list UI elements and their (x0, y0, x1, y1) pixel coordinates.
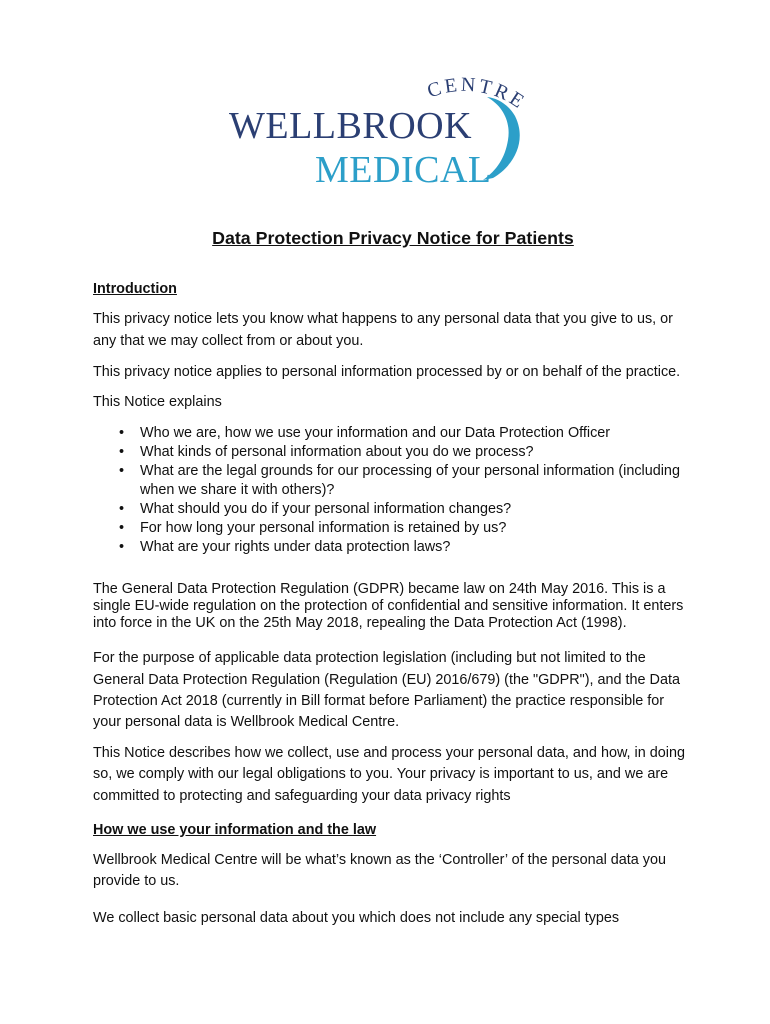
section-heading-how-we-use: How we use your information and the law (93, 821, 377, 838)
list-item: • What should you do if your personal information changes? (140, 500, 693, 519)
list-item: • What are the legal grounds for our processing of your personal information (including when we share it with others)? (140, 462, 693, 500)
notice-describes-paragraph: This Notice describes how we collect, use and process your personal data, and how, in doing so, we comply with our legal obligations to you. Your privacy is important to us, and we are committed to protecting and safeguarding your data privacy rights (93, 745, 685, 804)
list-item: • What kinds of personal information about you do we process? (140, 443, 693, 462)
list-item: • What are your rights under data protection laws? (140, 538, 693, 557)
logo-wellbrook: WELLBROOK (229, 105, 473, 147)
document-body (93, 226, 693, 938)
notice-explains-list (93, 424, 693, 557)
wellbrook-logo (225, 70, 555, 210)
gdpr-paragraph: The General Data Protection Regulation (GDPR) became law on 24th May 2016. This is a single EU-wide regulation on the protection of confidential and sensitive information. It enters into force in the UK on the 25th May 2018, repealing the Data Protection Act (1998). (93, 581, 684, 632)
section-heading-introduction: Introduction (93, 281, 177, 297)
page-title: Data Protection Privacy Notice for Patients (212, 228, 574, 248)
legislation-paragraph: For the purpose of applicable data protection legislation (including but not limited to the General Data Protection Regulation (Regulation (EU) 2016/679) (the "GDPR"), and the Data Protection Act 2018 (currently in Bill format before Parliament) the practice responsible for your personal data is Wellbrook Medical Centre. (93, 650, 680, 731)
collect-paragraph: We collect basic personal data about you which does not include any special types (93, 909, 620, 926)
logo-medical: MEDICAL (315, 149, 492, 191)
intro-paragraph-1: This privacy notice lets you know what happens to any personal data that you give to us, or any that we may collect from or about you. (93, 311, 673, 349)
logo-centre: CENTRE (424, 73, 531, 115)
list-item: • For how long your personal information is retained by us? (140, 519, 693, 538)
intro-paragraph-3: This Notice explains (93, 394, 222, 411)
intro-paragraph-2: This privacy notice applies to personal information processed by or on behalf of the practice. (93, 363, 681, 380)
controller-paragraph: Wellbrook Medical Centre will be what’s known as the ‘Controller’ of the personal data you provide to us. (93, 852, 666, 890)
list-item: • Who we are, how we use your information and our Data Protection Officer (140, 424, 693, 443)
